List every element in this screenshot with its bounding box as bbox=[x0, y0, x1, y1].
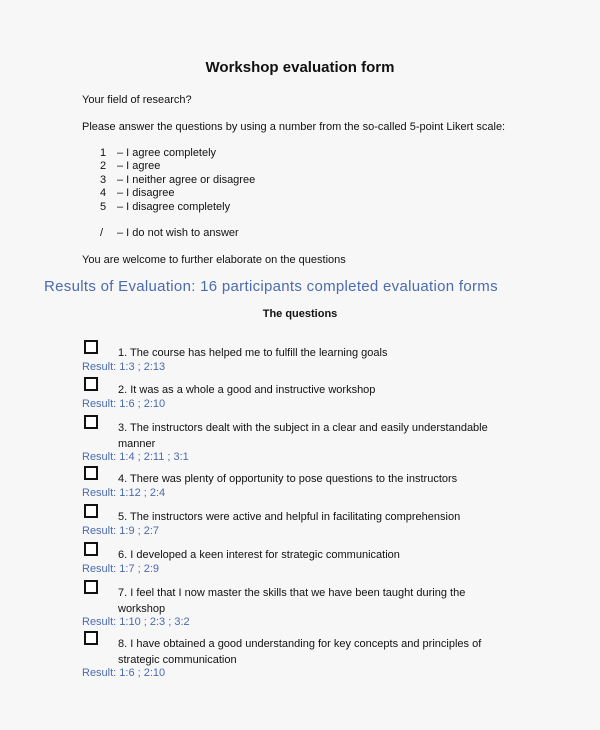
question-checkbox[interactable] bbox=[84, 580, 98, 594]
question-checkbox[interactable] bbox=[84, 377, 98, 391]
question-checkbox[interactable] bbox=[84, 466, 98, 480]
form-title: Workshop evaluation form bbox=[205, 59, 395, 76]
question-text: 4. There was plenty of opportunity to pose questions to the instructors bbox=[118, 473, 458, 485]
question-text: 5. The instructors were active and helpful in facilitating comprehension bbox=[118, 511, 461, 523]
question-result: Result: 1:7 ; 2:9 bbox=[82, 563, 160, 575]
scale-item: 5 – I disagree completely bbox=[100, 201, 231, 213]
field-question: Your field of research? bbox=[82, 94, 192, 106]
question-text: 2. It was as a whole a good and instructive workshop bbox=[118, 384, 376, 396]
question-text: 7. I feel that I now master the skills that we have been taught during the workshop bbox=[118, 587, 466, 615]
questions-heading: The questions bbox=[262, 308, 338, 320]
question-result: Result: 1:4 ; 2:11 ; 3:1 bbox=[82, 451, 189, 463]
question-result: Result: 1:12 ; 2:4 bbox=[82, 487, 166, 499]
instruction-text: Please answer the questions by using a number from the so-called 5-point Likert scale: bbox=[82, 121, 506, 133]
scale-item: 1 – I agree completely bbox=[100, 147, 217, 159]
question-checkbox[interactable] bbox=[84, 631, 98, 645]
question-text: 1. The course has helped me to fulfill the learning goals bbox=[118, 347, 388, 359]
scale-item: 4 – I disagree bbox=[100, 187, 175, 199]
question-checkbox[interactable] bbox=[84, 340, 98, 354]
question-text: 3. The instructors dealt with the subject in a clear and easily understandable manner bbox=[118, 422, 488, 450]
question-text: 8. I have obtained a good understanding for key concepts and principles of strategic communication bbox=[118, 638, 482, 666]
question-result: Result: 1:9 ; 2:7 bbox=[82, 525, 160, 537]
question-result: Result: 1:3 ; 2:13 bbox=[82, 361, 166, 373]
question-checkbox[interactable] bbox=[84, 504, 98, 518]
question-result: Result: 1:6 ; 2:10 bbox=[82, 398, 166, 410]
scale-item: 3 – I neither agree or disagree bbox=[100, 174, 256, 186]
welcome-text: You are welcome to further elaborate on the questions bbox=[82, 254, 346, 266]
question-result: Result: 1:10 ; 2:3 ; 3:2 bbox=[82, 616, 190, 628]
question-result: Result: 1:6 ; 2:10 bbox=[82, 667, 166, 679]
no-answer-option: / – I do not wish to answer bbox=[100, 227, 239, 239]
question-text: 6. I developed a keen interest for strategic communication bbox=[118, 549, 400, 561]
question-checkbox[interactable] bbox=[84, 415, 98, 429]
results-heading: Results of Evaluation: 16 participants completed evaluation forms bbox=[44, 278, 498, 295]
scale-item: 2 – I agree bbox=[100, 160, 161, 172]
question-checkbox[interactable] bbox=[84, 542, 98, 556]
